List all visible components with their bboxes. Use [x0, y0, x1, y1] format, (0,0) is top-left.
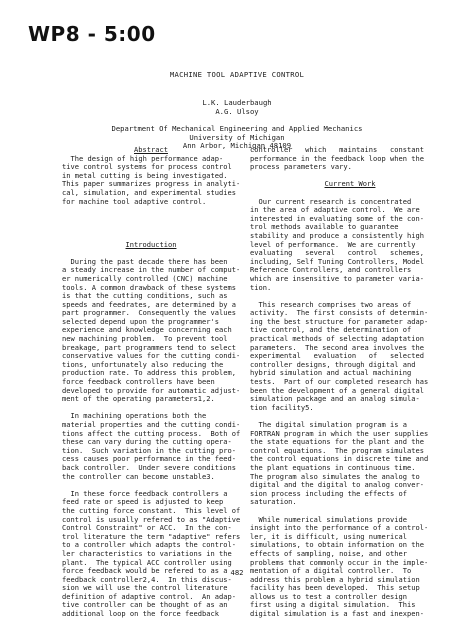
text-line: the state equations for the plant and the	[250, 437, 424, 447]
text-line: tion.	[250, 282, 272, 292]
section-heading: Introduction	[125, 239, 177, 249]
text-line: trol methods available to guarantee	[250, 222, 399, 232]
text-line: Our current research is concentrated	[250, 196, 412, 206]
text-line: to a controller which adapts the control-	[62, 540, 236, 550]
right-column	[250, 146, 450, 619]
text-line: tive controller can be thought of as an	[62, 600, 228, 610]
text-line: new machining problem. To prevent tool	[62, 334, 228, 344]
text-line: evaluating several control schemes,	[250, 248, 424, 258]
text-line: digital and the digital to analog conver-	[250, 480, 424, 490]
text-line: The design of high performance adap-	[62, 153, 224, 163]
text-line: the plant equations in continuous time.	[250, 462, 416, 472]
page-number: 482	[230, 568, 244, 577]
text-line: production rate. To address this problem,	[62, 368, 236, 378]
text-line: been the development of a general digital	[250, 385, 424, 395]
text-line: simulations, to obtain information on the	[250, 540, 424, 550]
text-line: ment of the operating parameters1,2.	[62, 394, 215, 404]
text-line: the control equations in discrete time and	[250, 454, 429, 464]
author-name: A.G. Ulsoy	[215, 107, 259, 116]
session-code: WP8 - 5:00	[28, 22, 156, 46]
text-line: part programmer. Consequently the values	[62, 308, 236, 318]
blank-line	[62, 215, 240, 224]
text-line: is that the cutting conditions, such as	[62, 291, 228, 301]
text-line: tools. A common drawback of these systems	[62, 282, 236, 292]
text-line: tive control systems for process control	[62, 162, 232, 172]
text-line: breakage, part programmers tend to select	[62, 342, 236, 352]
text-line: cess causes poor performance in the feed-	[62, 454, 236, 464]
text-line: process parameters vary.	[250, 162, 352, 172]
text-line: Control Constraint" or ACC. In the con-	[62, 523, 232, 533]
text-line: practical methods of selecting adaptation	[250, 334, 424, 344]
text-line: for machine tool adaptive control.	[62, 196, 207, 206]
text-line: these can vary during the cutting opera-	[62, 437, 232, 447]
text-line: controller which maintains constant	[250, 145, 424, 154]
text-line: allows us to test a controller design	[250, 591, 407, 601]
text-line: level of performance. We are currently	[250, 239, 416, 249]
author-name: L.K. Lauderbaugh	[202, 98, 272, 107]
text-line: This paper summarizes progress in analyti-	[62, 179, 241, 189]
text-line: selected depend upon the programmer's	[62, 316, 219, 326]
text-line: tive control, and the determination of	[250, 325, 412, 335]
text-line: tions affect the cutting process. Both of	[62, 428, 241, 438]
text-line: ler, it is difficult, using numerical	[250, 531, 407, 541]
text-line: stability and produce a consistently high	[250, 230, 424, 240]
text-line: force feedback controllers have been	[62, 377, 215, 387]
text-line: address this problem a hybrid simulation	[250, 574, 420, 584]
text-line: The program also simulates the analog to	[250, 471, 420, 481]
text-line: ler characteristics to variations in the	[62, 548, 232, 558]
text-line: controller designs, through digital and	[250, 359, 416, 369]
text-line: experience and knowledge concerning each	[62, 325, 232, 335]
text-line: first using a digital simulation. This	[250, 600, 416, 610]
affiliation-line: Department Of Mechanical Engineering and Applied Mechanics	[111, 124, 363, 133]
text-line: plant. The typical ACC controller using	[62, 557, 232, 567]
text-line: interested in evaluating some of the con-	[250, 213, 424, 223]
blank-line	[62, 223, 240, 232]
paper-title: MACHINE TOOL ADAPTIVE CONTROL	[169, 70, 305, 79]
heading-line	[250, 180, 450, 189]
text-line: sion process including the effects of	[250, 488, 407, 498]
text-line: control is usually refered to as "Adaptive	[62, 514, 241, 524]
author-list	[0, 98, 474, 116]
text-line: FORTRAN program in which the user supplies	[250, 428, 429, 438]
heading-line	[62, 241, 240, 250]
text-line: a steady increase in the number of comput-	[62, 265, 241, 275]
text-line: In these force feedback controllers a	[62, 488, 228, 498]
text-line: including, Self Tuning Controllers, Model	[250, 256, 424, 266]
text-line: Reference Controllers, and controllers	[250, 265, 412, 275]
section-heading: Abstract	[134, 145, 168, 154]
text-line: the cutting force constant. This level of	[62, 505, 241, 515]
blank-line	[62, 206, 240, 215]
text-line: tion facility5.	[250, 402, 314, 412]
text-line: cal, simulation, and experimental studies	[62, 187, 236, 197]
text-line: problems that commonly occur in the imple-	[250, 557, 429, 567]
text-line: While numerical simulations provide	[250, 514, 407, 524]
text-line: tions, unfortunately also reducing the	[62, 359, 224, 369]
text-line: force feedback would be refered to as a	[62, 566, 228, 576]
text-line: This research comprises two areas of	[250, 299, 412, 309]
text-line: During the past decade there has been	[62, 256, 228, 266]
text-line: In machining operations both the	[62, 411, 207, 421]
section-heading: Current Work	[324, 179, 376, 189]
text-line: effects of sampling, noise, and other	[250, 548, 407, 558]
text-line: feed rate or speed is adjusted to keep	[62, 497, 224, 507]
text-line: parameters. The second area involves the	[250, 342, 424, 352]
text-line: back controller. Under severe conditions	[62, 462, 236, 472]
text-line: The digital simulation program is a	[250, 420, 407, 429]
text-line: conservative values for the cutting condi-	[62, 351, 241, 361]
text-line: experimental evaluation of selected	[250, 351, 424, 361]
text-line: sion we will use the control literature	[62, 583, 228, 593]
text-line: the controller can become unstable3.	[62, 471, 215, 481]
text-line: performance in the feedback loop when the	[250, 153, 424, 163]
text-line: speeds and feedrates, are determined by a	[62, 299, 236, 309]
text-line: simulation package and an analog simula-	[250, 394, 420, 404]
text-line: digital simulation is a fast and inexpen-	[250, 609, 424, 619]
text-line: material properties and the cutting condi-	[62, 420, 241, 429]
text-line: developed to provide for automatic adjust-	[62, 385, 241, 395]
left-column	[62, 146, 240, 619]
text-line: activity. The first consists of determin-	[250, 308, 429, 318]
text-line: feedback controller2,4. In this discus-	[62, 574, 232, 584]
text-line: additional loop on the force feedback	[62, 609, 219, 619]
text-line: trol literature the term "adaptive" refers	[62, 531, 241, 541]
text-line: mentation of a digital controller. To	[250, 566, 412, 576]
text-line: er numerically controlled (CNC) machine	[62, 273, 228, 283]
text-line: in metal cutting is being investigated.	[62, 170, 228, 180]
affiliation-line: Ann Arbor, Michigan 48109	[182, 141, 292, 151]
text-line: definition of adaptive control. An adap-	[62, 591, 236, 601]
text-line: saturation.	[250, 497, 297, 507]
text-line: hybrid simulation and actual machining	[250, 368, 412, 378]
affiliation-line: University of Michigan	[189, 132, 285, 142]
text-line: ing the best structure for parameter adap-	[250, 316, 429, 326]
text-line: insight into the performance of a control-	[250, 523, 429, 533]
text-line: in the area of adaptive control. We are	[250, 205, 420, 215]
text-line: tion. Such variation in the cutting pro-	[62, 445, 236, 455]
text-line: facility has been developed. This setup	[250, 583, 420, 593]
text-line: which are insensitive to parameter varia-	[250, 273, 424, 283]
text-line: tests. Part of our completed research has	[250, 377, 429, 387]
text-line: control equations. The program simulates	[250, 445, 424, 455]
